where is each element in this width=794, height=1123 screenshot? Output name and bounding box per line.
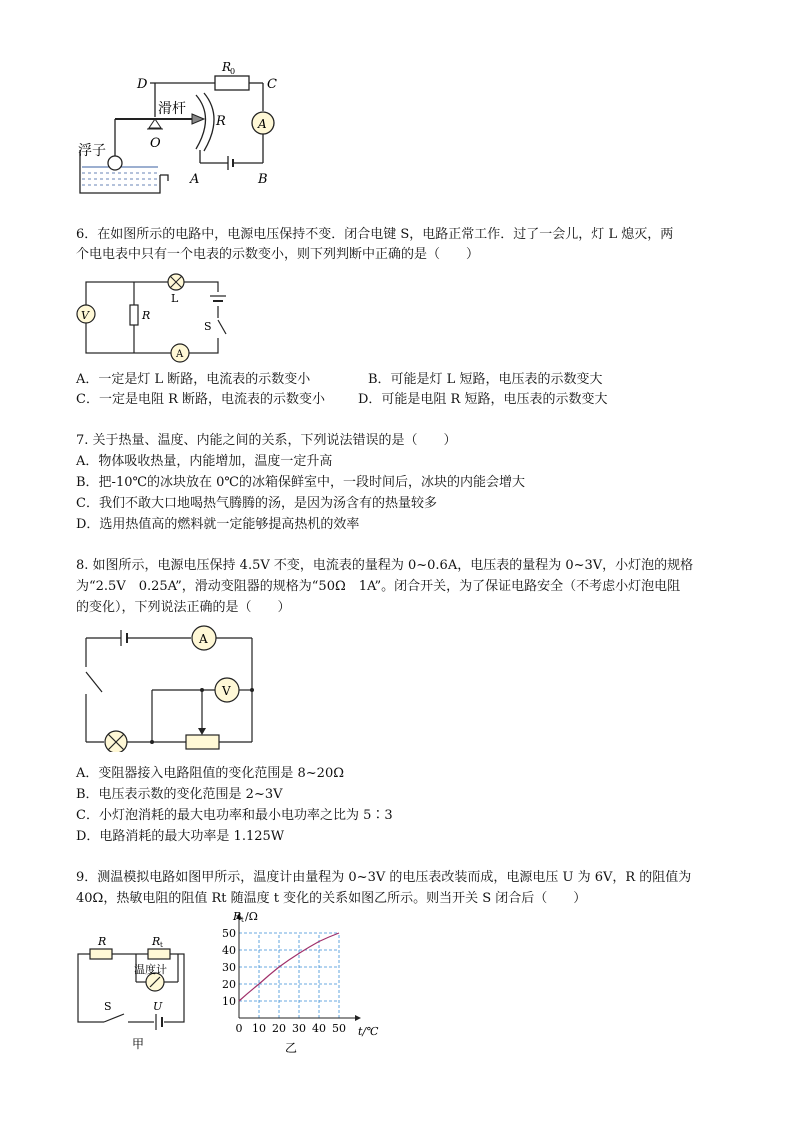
q7-stem: 7. 关于热量、温度、内能之间的关系，下列说法错误的是（ ）: [76, 433, 457, 448]
y-axis-label: R: [233, 910, 242, 923]
y-axis-label-sub: t: [241, 916, 244, 924]
label-voltage-u: U: [153, 1000, 163, 1013]
label-rt: R: [152, 935, 161, 948]
q8-stem-line3: 的变化），下列说法正确的是（ ）: [76, 600, 291, 615]
label-c: C: [267, 77, 277, 92]
label-r: R: [216, 114, 226, 129]
label-slide-rod: 滑杆: [158, 101, 186, 117]
q6-option-a: A．一定是灯 L 断路，电流表的示数变小: [76, 372, 311, 387]
ammeter-label: A: [199, 632, 208, 646]
switch-label: S: [204, 320, 212, 333]
q8-option-a: A．变阻器接入电路阻值的变化范围是 8~20Ω: [76, 766, 345, 781]
caption-yi: 乙: [285, 1041, 298, 1055]
x-axis-arrow: [355, 1015, 361, 1021]
lamp-label: L: [171, 292, 179, 305]
y-tick-label: 20: [222, 978, 236, 991]
q7-option-b: B．把-10℃的冰块放在 0℃的冰箱保鲜室中，一段时间后，冰块的内能会增大: [76, 475, 525, 490]
x-tick-label: 10: [252, 1022, 266, 1035]
thermistor-rt: [148, 949, 170, 959]
label-a: A: [190, 172, 200, 187]
resistor-label: R: [142, 309, 151, 322]
x-tick-label: 40: [312, 1022, 326, 1035]
resistor-r: [130, 305, 138, 325]
label-float: 浮子: [78, 143, 106, 159]
q8-stem-line2: 为“2.5V 0.25A”，滑动变阻器的规格为“50Ω 1A”。闭合开关，为了保证电路安全（不考虑小灯泡电阻: [76, 579, 681, 594]
q7-option-c: C．我们不敢大口地喝热气腾腾的汤，是因为汤含有的热量较多: [76, 496, 437, 511]
q6-option-b: B．可能是灯 L 短路，电压表的示数变大: [368, 372, 603, 387]
y-tick-label: 50: [222, 927, 236, 940]
q9-stem-line2: 40Ω，热敏电阻的阻值 Rt 随温度 t 变化的关系如图乙所示。则当开关 S 闭合后（ ）: [76, 891, 587, 906]
label-r: R: [98, 935, 107, 948]
fig-q9-yi-chart: [215, 908, 390, 1056]
q6-option-d: D．可能是电阻 R 短路，电压表的示数变大: [358, 392, 608, 407]
label-r0: R: [222, 60, 232, 74]
fig-q5-circuit: [70, 55, 290, 200]
y-tick-label: 40: [222, 944, 236, 957]
label-o: O: [150, 136, 161, 151]
caption-jia: 甲: [132, 1037, 145, 1051]
x-tick-label: 30: [292, 1022, 306, 1035]
label-rt-sub: t: [160, 941, 163, 949]
y-axis-unit: /Ω: [245, 910, 258, 923]
x-tick-label: 0: [235, 1022, 243, 1035]
voltmeter-label: V: [81, 309, 89, 322]
q8-option-d: D．电路消耗的最大功率是 1.125W: [76, 829, 285, 844]
q6-stem-line2: 个电电表中只有一个电表的示数变小，则下列判断中正确的是（ ）: [76, 247, 480, 262]
x-tick-label: 20: [272, 1022, 286, 1035]
resistor-r: [90, 949, 112, 959]
y-tick-label: 30: [222, 961, 236, 974]
q6-stem-line1: 6．在如图所示的电路中，电源电压保持不变．闭合电键 S，电路正常工作．过了一会儿，灯 L 熄灭，两: [76, 227, 674, 242]
q9-stem-line1: 9．测温模拟电路如图甲所示，温度计由量程为 0~3V 的电压表改装而成，电源电压 U 为 6V，R 的阻值为: [76, 870, 692, 885]
ammeter-label: A: [258, 117, 267, 131]
q7-option-a: A．物体吸收热量，内能增加，温度一定升高: [76, 454, 333, 469]
q6-option-c: C．一定是电阻 R 断路，电流表的示数变小: [76, 392, 325, 407]
label-b: B: [258, 172, 268, 187]
ammeter-label: A: [176, 349, 184, 360]
voltmeter-label: V: [222, 684, 231, 698]
rheostat: [186, 735, 219, 749]
y-tick-label: 10: [222, 995, 236, 1008]
q8-option-c: C．小灯泡消耗的最大电功率和最小电功率之比为 5∶3: [76, 808, 393, 823]
label-switch-s: S: [104, 1000, 112, 1013]
fig-q6-circuit: [76, 268, 236, 366]
float-ball: [108, 156, 122, 170]
label-r0-sub: 0: [230, 67, 236, 76]
fig-q8-circuit: [76, 622, 266, 752]
q8-stem-line1: 8. 如图所示，电源电压保持 4.5V 不变，电流表的量程为 0~0.6A，电压表的量程为 0~3V，小灯泡的规格: [76, 558, 694, 573]
label-d: D: [137, 77, 148, 92]
resistor-r0: [215, 76, 249, 90]
x-tick-label: 50: [332, 1022, 346, 1035]
q8-option-b: B．电压表示数的变化范围是 2~3V: [76, 787, 283, 802]
q7-option-d: D．选用热值高的燃料就一定能够提高热机的效率: [76, 517, 360, 532]
label-thermometer: 温度计: [134, 963, 167, 976]
fig-q9-jia-circuit: [74, 930, 200, 1052]
x-axis-label: t/℃: [358, 1025, 379, 1038]
